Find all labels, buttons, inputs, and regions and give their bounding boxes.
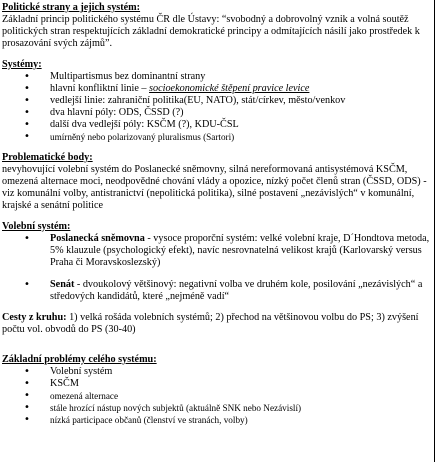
- list-item: • další dva vedlejší póly: KSČM (?), KDU-ČSL: [2, 119, 432, 131]
- section-heading-systems: Systémy:: [2, 59, 42, 70]
- list-item: • Multipartismus bez dominantní strany: [2, 71, 432, 83]
- list-item: • nízká participace občanů (členství ve stranách, volby): [2, 414, 432, 426]
- section-systems: [2, 59, 432, 143]
- list-item: • stále hrozící nástup nových subjektů (aktuálně SNK nebo Nezávislí): [2, 402, 432, 414]
- systems-list: [2, 71, 432, 143]
- paragraph-problems: nevyhovující volební systém do Poslanecké sněmovny, silná nereformovaná antisystémová KSČM, omezená alternace moci, neodpovědné chování vlády a opozice, nízký počet členů stran (ČSSD, ODS) - viz komunální volby, antistranictví (nepolitická politika), silné postavení „nezávislých“ v komunální, krajské a senátní politice: [2, 164, 427, 211]
- section-ways-out: [2, 312, 432, 336]
- section-basic-problems: [2, 354, 432, 426]
- section-heading-parties: Politické strany a jejich systém:: [2, 2, 141, 13]
- list-item: • vedlejší linie: zahraniční politika(EU, NATO), stát/církev, město/venkov: [2, 95, 432, 107]
- section-parties: [2, 2, 432, 50]
- list-item: • hlavní konfliktní linie – socioekonomické štěpení pravice levice: [2, 83, 432, 95]
- section-heading-basic-problems: Základní problémy celého systému:: [2, 354, 157, 365]
- list-item: • Volební systém: [2, 366, 432, 378]
- list-item: • Senát - dvoukolový většinový: negativní volba ve druhém kole, posilování „nezávislých“ a středových kandidátů, které „nejméně vadí“: [2, 279, 432, 303]
- ways-out-text: 1) velká rošáda volebních systémů; 2) přechod na většinovou volbu do PS; 3) zvýšení počtu vol. obvodů do PS (30-40): [2, 312, 419, 335]
- list-item: • dva hlavní póly: ODS, ČSSD (?): [2, 107, 432, 119]
- section-electoral-system: [2, 221, 432, 303]
- list-item: • omezená alternace: [2, 390, 432, 402]
- emphasized-term: socioekonomické štěpení pravice levice: [149, 83, 310, 94]
- basic-problems-list: [2, 366, 432, 426]
- list-item: • KSČM: [2, 378, 432, 390]
- list-item: • Poslanecká sněmovna - vysoce proporční systém: velké volební kraje, D´Hondtova metoda, 5% klauzule (psychologický efekt), navíc nesrovnatelná velikost krajů (Karlovarský versus Praha či Moravskoslezský): [2, 233, 432, 269]
- section-problems: [2, 152, 432, 212]
- electoral-list: [2, 233, 432, 303]
- section-heading-electoral-system: Volební systém:: [2, 221, 71, 232]
- ways-out-label: Cesty z kruhu:: [2, 312, 67, 323]
- paragraph-constitution-principle: Základní princip politického systému ČR dle Ústavy: “svobodný a dobrovolný vznik a volná soutěž politických stran respektujících základní demokratické principy a odmítajících násilí jako prostředek k prosazování svých zájmů”.: [2, 14, 420, 49]
- list-item: • umírněný nebo polarizovaný pluralismus (Sartori): [2, 131, 432, 143]
- section-heading-problems: Problematické body:: [2, 152, 93, 163]
